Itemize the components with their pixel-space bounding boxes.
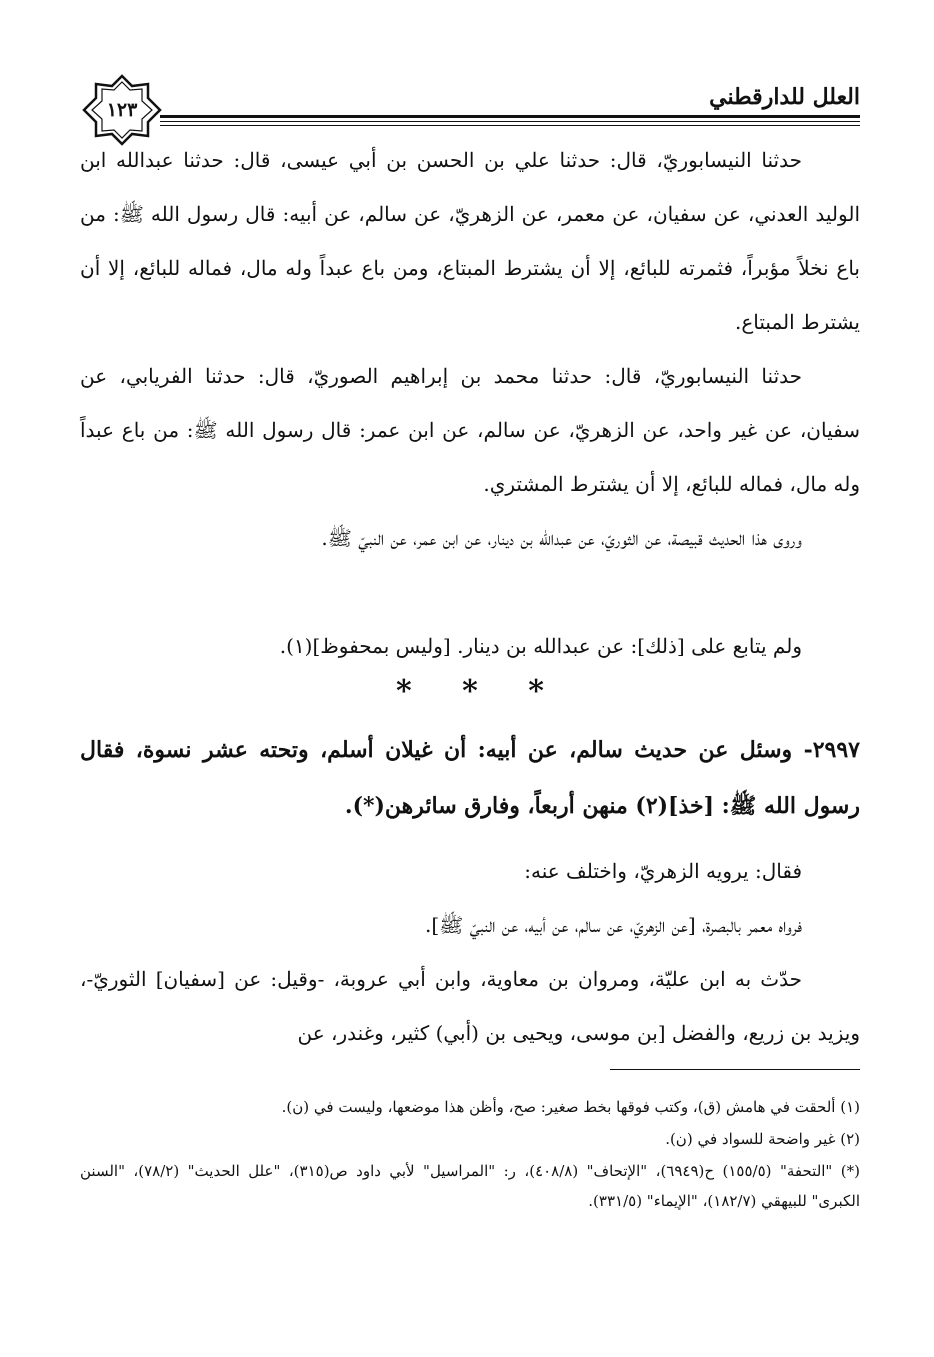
paragraph-1: حدثنا النيسابوريّ، قال: حدثنا علي بن الحسن بن أبي عيسى، قال: حدثنا عبدالله ابن الوليد العدني، عن سفيان، عن معمر، عن الزهريّ، عن سالم، عن أبيه: قال رسول الله ﷺ: من باع نخلاً مؤبراً، فثمرته للبائع، إلا أن يشترط المبتاع، ومن باع عبداً وله مال، فماله للبائع، إلا أن يشترط المبتاع.: [80, 148, 860, 334]
entry-heading: ٢٩٩٧- وسئل عن حديث سالم، عن أبيه: أن غيلان أسلم، وتحته عشر نسوة، فقال رسول الله ﷺ: [خذ](٢) منهن أربعاً، وفارق سائرهن(*).: [80, 737, 860, 819]
page-number: ١٢٣: [106, 99, 138, 121]
paragraph-5: فقال: يرويه الزهريّ، واختلف عنه:: [524, 859, 802, 883]
footnote-star: (*) "التحفة" (١٥٥/٥) ح(٦٩٤٩)، "الإتحاف" (٤٠٨/٨)، ر: "المراسيل" لأبي داود ص(٣١٥)، "علل الحديث" (٧٨/٢)، "السنن الكبرى" للبيهقي (١٨٢/٧)، "الإيماء" (٣٣١/٥).: [80, 1162, 860, 1210]
footnotes: [80, 1092, 860, 1216]
paragraph-4: ولم يتابع على [ذلك]: عن عبدالله بن دينار. [وليس بمحفوظ](١).: [279, 634, 802, 658]
paragraph-7: حدّث به ابن عليّة، ومروان بن معاوية، وابن أبي عروبة، -وقيل: عن [سفيان] الثوريّ-، ويزيد بن زريع، والفضل [بن موسى، ويحيى بن (أبي) كثير، وغندر، عن: [80, 967, 860, 1045]
paragraph-2: حدثنا النيسابوريّ، قال: حدثنا محمد بن إبراهيم الصوريّ، قال: حدثنا الفريابي، عن سفيان، عن غير واحد، عن الزهريّ، عن سالم، عن ابن عمر: قال رسول الله ﷺ: من باع عبداً وله مال، فماله للبائع، إلا أن يشترط المشتري.: [80, 364, 860, 496]
header-rule-thick: [160, 115, 860, 118]
footnote-2: (٢) غير واضحة للسواد في (ن).: [665, 1130, 860, 1148]
header-rule-thin-2: [160, 125, 860, 126]
footnote-separator: [610, 1069, 860, 1070]
header-rule-thin: [160, 121, 860, 122]
section-separator: * * *: [396, 674, 544, 709]
paragraph-3: وروى هذا الحديث قبيصة، عن الثوريّ، عن عبدالله بن دينار، عن ابن عمر، عن النبيّ ﷺ.: [321, 526, 802, 550]
footnote-1: (١) ألحقت في هامش (ق)، وكتب فوقها بخط صغير: صح، وأظن هذا موضعها، وليست في (ن).: [281, 1098, 860, 1116]
paragraph-6: فرواه معمر بالبصرة، [عن الزهريّ، عن سالم، عن أبيه، عن النبيّ ﷺ].: [425, 913, 802, 937]
running-header-title: العلل للدارقطني: [709, 84, 860, 110]
